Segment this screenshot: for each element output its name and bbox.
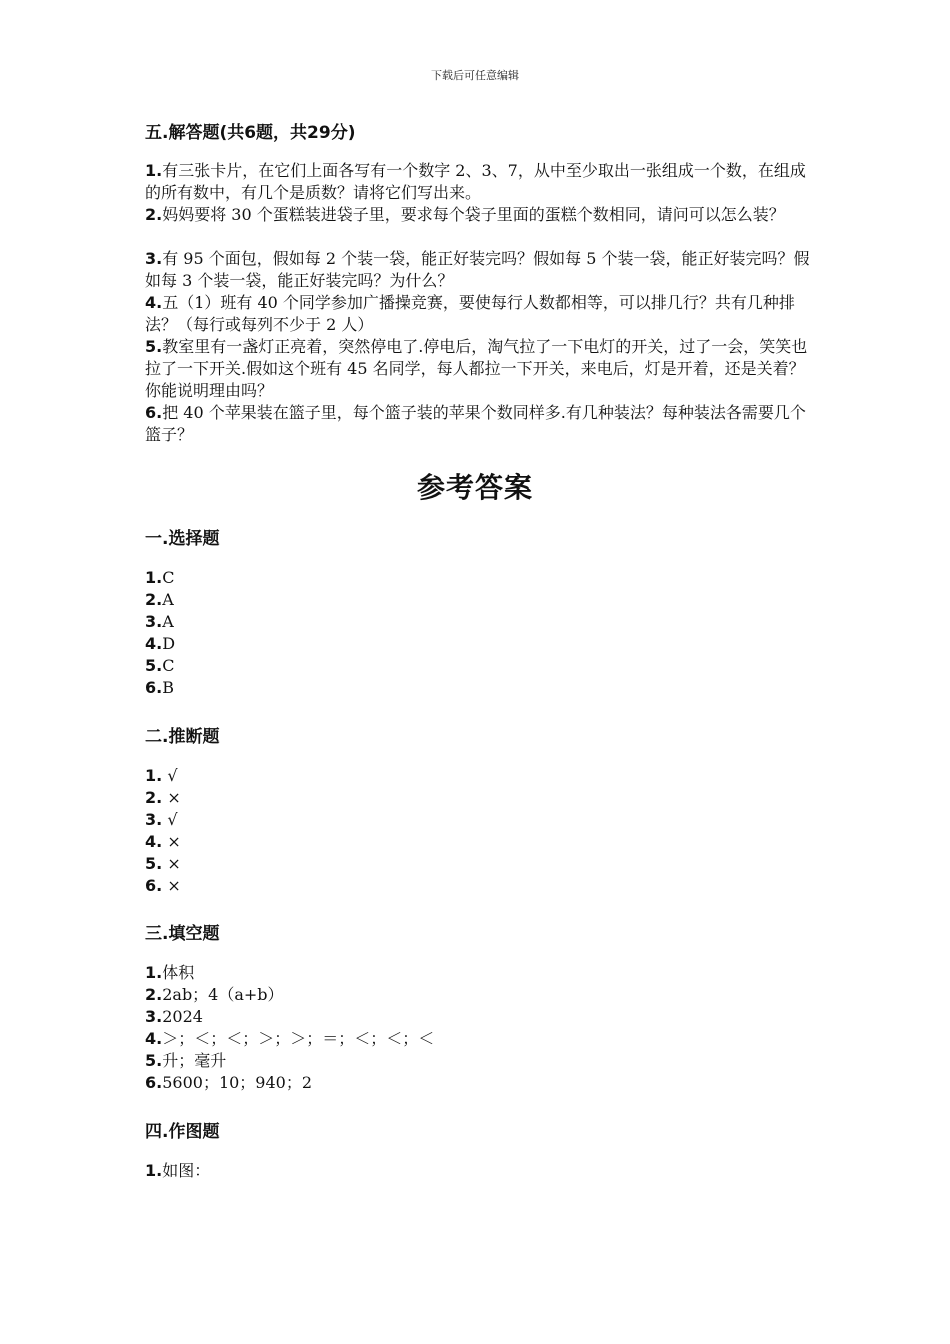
answer-text: 体积 — [162, 963, 195, 982]
answer-key-title: 参考答案 — [416, 471, 533, 504]
answer-number: 1. — [145, 963, 163, 982]
answer-number: 2. — [145, 985, 163, 1004]
answer-text: B — [162, 678, 174, 697]
answer-item — [145, 1160, 210, 1182]
answer-number: 4. — [145, 832, 163, 851]
answer-text: 5600；10；940；2 — [162, 1073, 313, 1092]
question-text: 有三张卡片，在它们上面各写有一个数字 2、3、7，从中至少取出一张组成一个数，在组成的所有数中，有几个是质数？请将它们写出来。 — [145, 161, 806, 202]
answer-text: 升；毫升 — [162, 1051, 227, 1070]
question-number: 5. — [145, 337, 163, 356]
question-number: 2. — [145, 205, 163, 224]
answer-item — [145, 831, 181, 853]
answer-text: A — [162, 612, 174, 631]
answer-item — [145, 1050, 226, 1072]
answer-text: C — [162, 568, 175, 587]
answer-text: × — [167, 788, 181, 807]
question-3 — [145, 248, 810, 292]
answer-number: 5. — [145, 854, 163, 873]
answer-item — [145, 1072, 312, 1094]
answer-item — [145, 962, 194, 984]
section-title-draw: 四.作图题 — [145, 1122, 220, 1142]
question-number: 6. — [145, 403, 163, 422]
question-text: 教室里有一盏灯正亮着，突然停电了.停电后，淘气拉了一下电灯的开关，过了一会，笑笑也拉了一下开关.假如这个班有 45 名同学，每人都拉一下开关，来电后，灯是开着，还是关着？你能说明理由吗？ — [145, 337, 808, 400]
question-text: 妈妈要将 30 个蛋糕装进袋子里，要求每个袋子里面的蛋糕个数相同，请问可以怎么装？ — [162, 205, 785, 224]
answer-number: 4. — [145, 1029, 163, 1048]
answer-text: D — [162, 634, 176, 653]
answer-text: × — [167, 832, 181, 851]
answer-item — [145, 611, 174, 633]
answer-text: 如图： — [162, 1161, 211, 1180]
answer-item — [145, 677, 174, 699]
answer-number: 3. — [145, 1007, 163, 1026]
answer-item — [145, 567, 174, 589]
answer-item — [145, 853, 181, 875]
answer-number: 4. — [145, 634, 163, 653]
answer-item — [145, 655, 174, 677]
page-header: 下载后可任意编辑 — [431, 69, 519, 82]
answer-item — [145, 765, 178, 787]
answer-text: × — [167, 854, 181, 873]
answer-text: C — [162, 656, 175, 675]
answer-number: 6. — [145, 876, 163, 895]
answer-number: 1. — [145, 766, 163, 785]
question-2 — [145, 204, 810, 226]
answer-number: 6. — [145, 678, 163, 697]
question-4 — [145, 292, 810, 336]
answer-number: 2. — [145, 590, 163, 609]
answer-item — [145, 875, 181, 897]
answer-text: √ — [167, 766, 178, 785]
answer-number: 5. — [145, 1051, 163, 1070]
section-title-choice: 一.选择题 — [145, 529, 220, 549]
question-6 — [145, 402, 810, 446]
question-text: 五（1）班有 40 个同学参加广播操竞赛，要使每行人数都相等，可以排几行？共有几种排法？（每行或每列不少于 2 人） — [145, 293, 795, 334]
question-number: 1. — [145, 161, 163, 180]
answer-item — [145, 809, 178, 831]
section-title-fill: 三.填空题 — [145, 924, 220, 944]
answer-text: √ — [167, 810, 178, 829]
answer-number: 2. — [145, 788, 163, 807]
answer-text: ＞；＜；＜；＞；＞；＝；＜；＜；＜ — [162, 1029, 435, 1048]
answer-item — [145, 1006, 203, 1028]
answer-item — [145, 1028, 434, 1050]
answer-number: 1. — [145, 1161, 163, 1180]
answer-number: 3. — [145, 810, 163, 829]
question-number: 4. — [145, 293, 163, 312]
answer-item — [145, 787, 181, 809]
section-title-solve: 五.解答题(共6题，共29分) — [145, 123, 356, 143]
question-text: 把 40 个苹果装在篮子里，每个篮子装的苹果个数同样多.有几种装法？每种装法各需要几个篮子？ — [145, 403, 806, 444]
answer-number: 5. — [145, 656, 163, 675]
answer-text: A — [162, 590, 174, 609]
question-number: 3. — [145, 249, 163, 268]
answer-text: × — [167, 876, 181, 895]
answer-item — [145, 589, 174, 611]
answer-text: 2024 — [162, 1007, 203, 1026]
answer-item — [145, 984, 284, 1006]
answer-item — [145, 633, 175, 655]
answer-text: 2ab；4（a+b） — [162, 985, 284, 1004]
answer-number: 1. — [145, 568, 163, 587]
section-title-judge: 二.推断题 — [145, 727, 220, 747]
question-5 — [145, 336, 810, 402]
question-text: 有 95 个面包，假如每 2 个装一袋，能正好装完吗？假如每 5 个装一袋，能正好装完吗？假如每 3 个装一袋，能正好装完吗？为什么？ — [145, 249, 810, 290]
question-1 — [145, 160, 810, 204]
answer-number: 6. — [145, 1073, 163, 1092]
answer-number: 3. — [145, 612, 163, 631]
